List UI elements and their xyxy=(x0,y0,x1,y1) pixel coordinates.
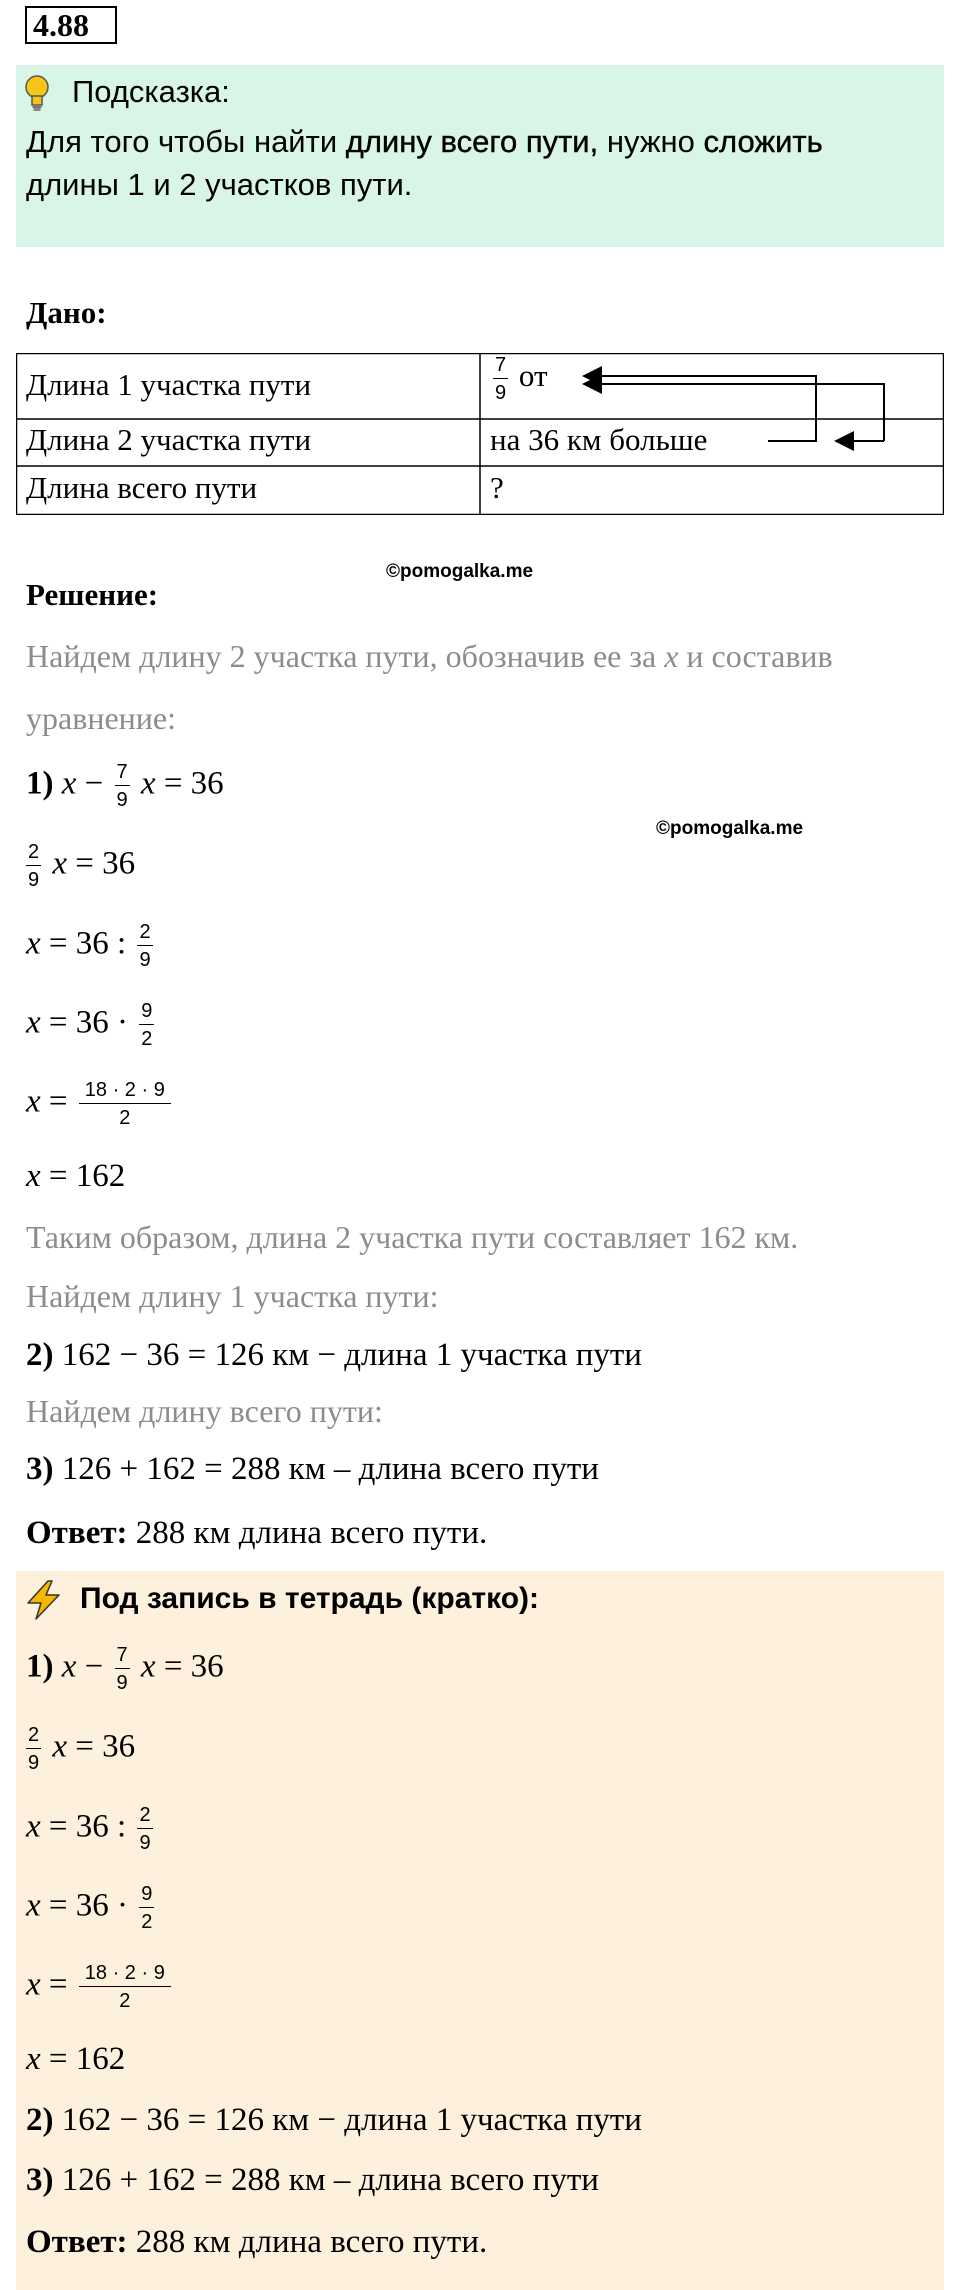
nb-eq6: x = 162 xyxy=(26,2041,126,2077)
problem-number-box xyxy=(25,6,117,44)
given-row-3-value: ? xyxy=(490,470,504,505)
step2: 2) 162 − 36 = 126 км − длина 1 участка пути xyxy=(26,1337,642,1373)
nb-eq3: x = 36 : $\frac{2}{9}$ xyxy=(26,1804,151,1854)
solution-intro-line2: уравнение: xyxy=(26,700,176,736)
nb-eq4: x = 36 · $\frac{9}{2}$ xyxy=(26,1883,153,1933)
nb-step2: 2) 162 − 36 = 126 км − длина 1 участка пути xyxy=(26,2102,642,2138)
nb-eq5: x = $\frac{18 \cdot 2 \cdot 9}{2}$ xyxy=(26,1963,174,2011)
solution-find1: Найдем длину 1 участка пути: xyxy=(26,1278,439,1314)
nb-eq2: $\frac{2}{9}$ x = 36 xyxy=(28,1724,136,1774)
given-heading: Дано: xyxy=(26,295,107,330)
given-row-1-value: $\frac{7}{9}$ от xyxy=(495,354,548,404)
watermark-1: ©pomogalka.me xyxy=(386,561,534,582)
eq4: x = 36 · $\frac{9}{2}$ xyxy=(26,1000,153,1050)
nb-answer: Ответ: 288 км длина всего пути. xyxy=(26,2224,488,2260)
eq5: x = $\frac{18 \cdot 2 \cdot 9}{2}$ xyxy=(26,1080,174,1128)
solution-intro-line1: Найдем длину 2 участка пути, обозначив ее за x и составив xyxy=(26,638,833,674)
given-row-1-label: Длина 1 участка пути xyxy=(26,367,312,402)
given-row-2-label: Длина 2 участка пути xyxy=(26,422,312,457)
eq3: x = 36 : $\frac{2}{9}$ xyxy=(26,921,151,971)
given-row-2-value: на 36 км больше xyxy=(490,422,708,457)
answer: Ответ: 288 км длина всего пути. xyxy=(26,1515,488,1551)
eq1: 1) x − $\frac{7}{9}$ x = 36 xyxy=(26,761,224,811)
solution-summary: Таким образом, длина 2 участка пути составляет 162 км. xyxy=(26,1219,799,1255)
step3: 3) 126 + 162 = 288 км – длина всего пути xyxy=(26,1451,599,1487)
problem-number: 4.88 xyxy=(33,7,89,43)
solution-heading: Решение: xyxy=(26,577,159,612)
lightning-icon xyxy=(22,1578,66,1627)
solution-findall: Найдем длину всего пути: xyxy=(26,1393,383,1429)
notebook-title: Под запись в тетрадь (кратко): xyxy=(80,1582,540,1615)
nb-step3: 3) 126 + 162 = 288 км – длина всего пути xyxy=(26,2162,599,2198)
watermark-2: ©pomogalka.me xyxy=(656,818,804,839)
relation-arrow-inner xyxy=(16,353,944,515)
given-row-3-label: Длина всего пути xyxy=(26,470,258,505)
eq6: x = 162 xyxy=(26,1158,126,1194)
lightbulb-icon xyxy=(24,74,50,119)
hint-text: Для того чтобы найти длину всего пути, нужно сложить длины 1 и 2 участков пути. xyxy=(26,124,823,202)
given-table xyxy=(16,353,944,515)
hint-title: Подсказка: xyxy=(72,74,230,109)
eq2: $\frac{2}{9}$ x = 36 xyxy=(28,841,136,891)
nb-eq1: 1) x − $\frac{7}{9}$ x = 36 xyxy=(26,1644,224,1694)
